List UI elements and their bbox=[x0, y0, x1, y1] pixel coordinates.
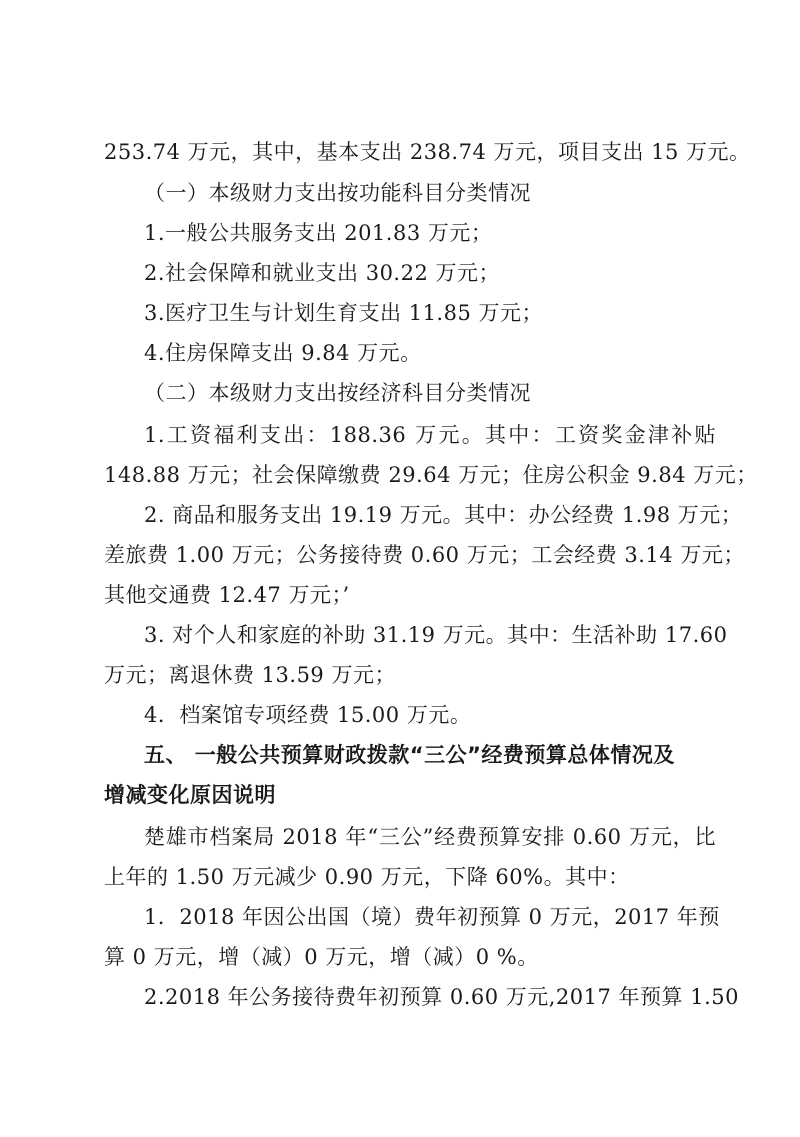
body-text-line: 算 0 万元，增（减）0 万元，增（减）0 %。 bbox=[104, 945, 539, 969]
list-item: 1.一般公共服务支出 201.83 万元； bbox=[144, 221, 493, 245]
list-item: 1.工资福利支出：188.36 万元。其中：工资奖金津补贴 bbox=[144, 423, 716, 447]
section-heading: 五、 一般公共预算财政拨款“三公”经费预算总体情况及 bbox=[144, 743, 675, 767]
body-text-line: 楚雄市档案局 2018 年“三公”经费预算安排 0.60 万元，比 bbox=[144, 825, 716, 849]
list-item: 2. 商品和服务支出 19.19 万元。其中：办公经费 1.98 万元； bbox=[144, 503, 743, 527]
list-item: 2.社会保障和就业支出 30.22 万元； bbox=[144, 261, 501, 285]
list-item: 2.2018 年公务接待费年初预算 0.60 万元,2017 年预算 1.50 bbox=[144, 985, 739, 1009]
body-text-line: 万元；离退休费 13.59 万元； bbox=[104, 663, 396, 687]
section-subheading: （二）本级财力支出按经济科目分类情况 bbox=[144, 381, 531, 405]
body-text-line: 其他交通费 12.47 万元；’ bbox=[104, 583, 350, 607]
list-item: 3.医疗卫生与计划生育支出 11.85 万元； bbox=[144, 301, 544, 325]
list-item: 4．档案馆专项经费 15.00 万元。 bbox=[144, 703, 472, 727]
list-item: 3. 对个人和家庭的补助 31.19 万元。其中：生活补助 17.60 bbox=[144, 623, 728, 647]
body-text-line: 差旅费 1.00 万元；公务接待费 0.60 万元；工会经费 3.14 万元； bbox=[104, 543, 745, 567]
body-text-line: 148.88 万元；社会保障缴费 29.64 万元；住房公积金 9.84 万元； bbox=[104, 463, 758, 487]
body-text-line: 上年的 1.50 万元减少 0.90 万元，下降 60%。其中： bbox=[104, 865, 630, 889]
list-item: 1．2018 年因公出国（境）费年初预算 0 万元，2017 年预 bbox=[144, 905, 720, 929]
body-text-line: 253.74 万元，其中，基本支出 238.74 万元，项目支出 15 万元。 bbox=[104, 140, 751, 164]
section-heading: 增减变化原因说明 bbox=[104, 783, 276, 807]
list-item: 4.住房保障支出 9.84 万元。 bbox=[144, 341, 422, 365]
section-subheading: （一）本级财力支出按功能科目分类情况 bbox=[144, 181, 531, 205]
